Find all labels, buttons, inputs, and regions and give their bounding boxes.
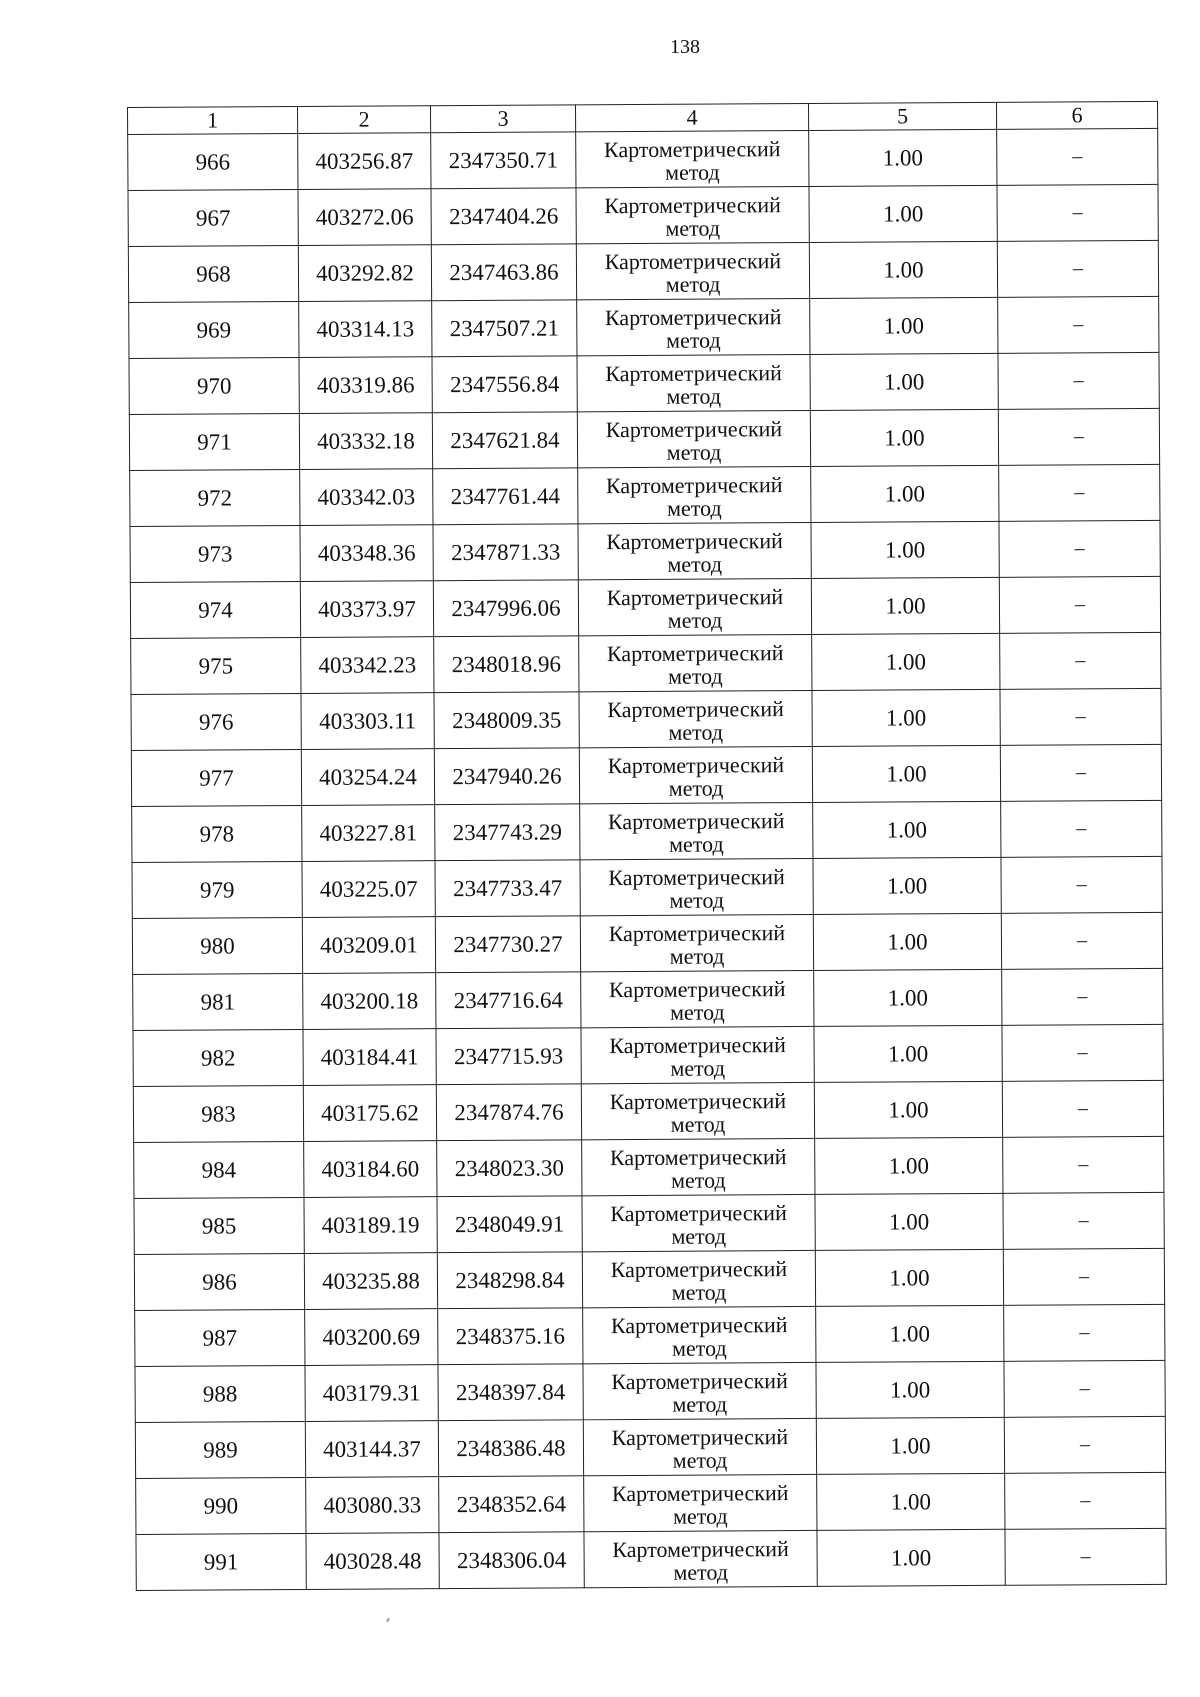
x-coordinate-cell: 403080.33 (306, 1477, 439, 1534)
precision-cell: 1.00 (814, 1081, 1002, 1138)
x-coordinate-cell: 403342.23 (301, 637, 434, 694)
y-coordinate-cell: 2347874.76 (436, 1084, 581, 1141)
y-coordinate-cell: 2347404.26 (431, 188, 576, 245)
table-row (134, 1136, 1164, 1198)
method-cell: Картометрический метод (584, 1474, 817, 1531)
y-coordinate-cell: 2348375.16 (438, 1308, 583, 1365)
table-row (130, 464, 1160, 526)
table-row (133, 1080, 1163, 1142)
method-cell: Картометрический метод (577, 410, 810, 467)
x-coordinate-cell: 403303.11 (301, 693, 434, 750)
method-cell: Картометрический метод (581, 1082, 814, 1139)
precision-cell: 1.00 (817, 1473, 1005, 1530)
precision-cell: 1.00 (809, 185, 997, 242)
point-number-cell: 981 (133, 973, 303, 1030)
point-number-cell: 987 (135, 1309, 305, 1366)
precision-cell: 1.00 (816, 1417, 1004, 1474)
point-number-cell: 973 (130, 525, 300, 582)
point-number-cell: 983 (133, 1085, 303, 1142)
point-number-cell: 989 (135, 1421, 305, 1478)
table-row (128, 128, 1158, 190)
note-cell: – (997, 184, 1158, 241)
note-cell: – (997, 128, 1158, 185)
point-number-cell: 986 (134, 1253, 304, 1310)
x-coordinate-cell: 403332.18 (299, 413, 432, 470)
point-number-cell: 967 (128, 189, 298, 246)
precision-cell: 1.00 (809, 241, 997, 298)
table-row (133, 968, 1163, 1030)
precision-cell: 1.00 (809, 129, 997, 186)
precision-cell: 1.00 (812, 633, 1000, 690)
note-cell: – (998, 296, 1159, 353)
precision-cell: 1.00 (810, 353, 998, 410)
method-cell: Картометрический метод (580, 914, 813, 971)
y-coordinate-cell: 2347996.06 (433, 580, 578, 637)
x-coordinate-cell: 403342.03 (300, 469, 433, 526)
table-row (134, 1248, 1164, 1310)
point-number-cell: 968 (128, 245, 298, 302)
table-row (135, 1304, 1165, 1366)
y-coordinate-cell: 2348018.96 (434, 636, 579, 693)
x-coordinate-cell: 403200.69 (305, 1309, 438, 1366)
coordinates-table-wrapper (127, 101, 1166, 1591)
table-row (129, 296, 1159, 358)
y-coordinate-cell: 2347507.21 (432, 300, 577, 357)
method-cell: Картометрический метод (579, 690, 812, 747)
precision-cell: 1.00 (815, 1193, 1003, 1250)
note-cell: – (1003, 1248, 1164, 1305)
point-number-cell: 970 (129, 357, 299, 414)
x-coordinate-cell: 403184.41 (303, 1029, 436, 1086)
table-body (128, 128, 1167, 1590)
x-coordinate-cell: 403225.07 (302, 861, 435, 918)
x-coordinate-cell: 403314.13 (299, 301, 432, 358)
precision-cell: 1.00 (815, 1137, 1003, 1194)
y-coordinate-cell: 2347761.44 (433, 468, 578, 525)
note-cell: – (1002, 968, 1163, 1025)
note-cell: – (999, 576, 1160, 633)
column-header-2: 2 (297, 106, 430, 134)
table-row (133, 1024, 1163, 1086)
method-cell: Картометрический метод (579, 746, 812, 803)
precision-cell: 1.00 (816, 1361, 1004, 1418)
precision-cell: 1.00 (813, 913, 1001, 970)
note-cell: – (1001, 856, 1162, 913)
point-number-cell: 991 (136, 1533, 306, 1590)
method-cell: Картометрический метод (580, 802, 813, 859)
table-row (128, 184, 1158, 246)
point-number-cell: 980 (132, 917, 302, 974)
table-row (131, 632, 1161, 694)
x-coordinate-cell: 403292.82 (298, 245, 431, 302)
column-header-3: 3 (430, 105, 575, 133)
method-cell: Картометрический метод (578, 466, 811, 523)
y-coordinate-cell: 2348023.30 (437, 1140, 582, 1197)
method-cell: Картометрический метод (583, 1418, 816, 1475)
method-cell: Картометрический метод (577, 354, 810, 411)
page-number: 138 (670, 36, 700, 58)
point-number-cell: 988 (135, 1365, 305, 1422)
method-cell: Картометрический метод (582, 1138, 815, 1195)
x-coordinate-cell: 403175.62 (303, 1085, 436, 1142)
method-cell: Картометрический метод (576, 242, 809, 299)
y-coordinate-cell: 2347350.71 (431, 132, 576, 189)
method-cell: Картометрический метод (583, 1306, 816, 1363)
point-number-cell: 982 (133, 1029, 303, 1086)
precision-cell: 1.00 (811, 521, 999, 578)
note-cell: – (997, 240, 1158, 297)
y-coordinate-cell: 2347556.84 (432, 356, 577, 413)
y-coordinate-cell: 2347743.29 (435, 804, 580, 861)
note-cell: – (1001, 800, 1162, 857)
point-number-cell: 978 (132, 805, 302, 862)
method-cell: Картометрический метод (581, 970, 814, 1027)
note-cell: – (1003, 1136, 1164, 1193)
table-row (130, 520, 1160, 582)
y-coordinate-cell: 2348298.84 (437, 1252, 582, 1309)
x-coordinate-cell: 403189.19 (304, 1197, 437, 1254)
precision-cell: 1.00 (814, 1025, 1002, 1082)
table-row (135, 1416, 1165, 1478)
table-row (130, 576, 1160, 638)
x-coordinate-cell: 403373.97 (300, 581, 433, 638)
method-cell: Картометрический метод (582, 1194, 815, 1251)
method-cell: Картометрический метод (584, 1530, 817, 1587)
table-row (135, 1360, 1165, 1422)
x-coordinate-cell: 403254.24 (301, 749, 434, 806)
method-cell: Картометрический метод (580, 858, 813, 915)
table-row (128, 240, 1158, 302)
x-coordinate-cell: 403319.86 (299, 357, 432, 414)
x-coordinate-cell: 403200.18 (303, 973, 436, 1030)
precision-cell: 1.00 (811, 465, 999, 522)
table-row (129, 352, 1159, 414)
point-number-cell: 969 (129, 301, 299, 358)
point-number-cell: 975 (131, 637, 301, 694)
y-coordinate-cell: 2347716.64 (436, 972, 581, 1029)
note-cell: – (1002, 1024, 1163, 1081)
precision-cell: 1.00 (811, 577, 999, 634)
y-coordinate-cell: 2348009.35 (434, 692, 579, 749)
precision-cell: 1.00 (812, 689, 1000, 746)
method-cell: Картометрический метод (582, 1250, 815, 1307)
y-coordinate-cell: 2348352.64 (439, 1476, 584, 1533)
note-cell: – (1000, 744, 1161, 801)
method-cell: Картометрический метод (576, 186, 809, 243)
point-number-cell: 972 (130, 469, 300, 526)
point-number-cell: 985 (134, 1197, 304, 1254)
table-row (136, 1528, 1166, 1590)
table-row (131, 744, 1161, 806)
table-row (132, 856, 1162, 918)
method-cell: Картометрический метод (578, 578, 811, 635)
note-cell: – (1005, 1528, 1166, 1585)
note-cell: – (1004, 1360, 1165, 1417)
point-number-cell: 974 (130, 581, 300, 638)
precision-cell: 1.00 (814, 969, 1002, 1026)
point-number-cell: 984 (134, 1141, 304, 1198)
table-row (132, 800, 1162, 862)
precision-cell: 1.00 (817, 1529, 1005, 1586)
table-row (129, 408, 1159, 470)
method-cell: Картометрический метод (578, 522, 811, 579)
y-coordinate-cell: 2347871.33 (433, 524, 578, 581)
precision-cell: 1.00 (813, 801, 1001, 858)
table-row (132, 912, 1162, 974)
method-cell: Картометрический метод (576, 130, 809, 187)
x-coordinate-cell: 403348.36 (300, 525, 433, 582)
method-cell: Картометрический метод (581, 1026, 814, 1083)
precision-cell: 1.00 (816, 1305, 1004, 1362)
y-coordinate-cell: 2347730.27 (435, 916, 580, 973)
method-cell: Картометрический метод (583, 1362, 816, 1419)
point-number-cell: 977 (131, 749, 301, 806)
note-cell: – (1003, 1192, 1164, 1249)
note-cell: – (999, 464, 1160, 521)
coordinates-table (127, 101, 1167, 1591)
note-cell: – (1005, 1472, 1166, 1529)
y-coordinate-cell: 2347621.84 (432, 412, 577, 469)
column-header-1: 1 (128, 106, 298, 134)
note-cell: – (1000, 688, 1161, 745)
note-cell: – (998, 352, 1159, 409)
note-cell: – (1001, 912, 1162, 969)
y-coordinate-cell: 2348049.91 (437, 1196, 582, 1253)
column-header-4: 4 (575, 103, 808, 131)
note-cell: – (1004, 1304, 1165, 1361)
scan-speck (386, 1618, 390, 1622)
point-number-cell: 976 (131, 693, 301, 750)
point-number-cell: 990 (136, 1477, 306, 1534)
precision-cell: 1.00 (810, 409, 998, 466)
column-header-5: 5 (808, 102, 996, 130)
x-coordinate-cell: 403227.81 (302, 805, 435, 862)
y-coordinate-cell: 2348306.04 (439, 1532, 584, 1589)
y-coordinate-cell: 2347940.26 (434, 748, 579, 805)
x-coordinate-cell: 403179.31 (305, 1365, 438, 1422)
x-coordinate-cell: 403144.37 (305, 1421, 438, 1478)
table-row (131, 688, 1161, 750)
precision-cell: 1.00 (810, 297, 998, 354)
point-number-cell: 979 (132, 861, 302, 918)
point-number-cell: 966 (128, 133, 298, 190)
precision-cell: 1.00 (813, 857, 1001, 914)
column-header-6: 6 (996, 101, 1157, 129)
table-row (134, 1192, 1164, 1254)
method-cell: Картометрический метод (577, 298, 810, 355)
precision-cell: 1.00 (815, 1249, 1003, 1306)
note-cell: – (1004, 1416, 1165, 1473)
y-coordinate-cell: 2348386.48 (438, 1420, 583, 1477)
y-coordinate-cell: 2348397.84 (438, 1364, 583, 1421)
y-coordinate-cell: 2347463.86 (431, 244, 576, 301)
x-coordinate-cell: 403028.48 (306, 1533, 439, 1590)
x-coordinate-cell: 403272.06 (298, 189, 431, 246)
note-cell: – (1002, 1080, 1163, 1137)
point-number-cell: 971 (129, 413, 299, 470)
x-coordinate-cell: 403209.01 (302, 917, 435, 974)
y-coordinate-cell: 2347715.93 (436, 1028, 581, 1085)
method-cell: Картометрический метод (579, 634, 812, 691)
x-coordinate-cell: 403256.87 (298, 133, 431, 190)
note-cell: – (999, 520, 1160, 577)
table-row (136, 1472, 1166, 1534)
y-coordinate-cell: 2347733.47 (435, 860, 580, 917)
note-cell: – (1000, 632, 1161, 689)
precision-cell: 1.00 (812, 745, 1000, 802)
x-coordinate-cell: 403235.88 (304, 1253, 437, 1310)
x-coordinate-cell: 403184.60 (304, 1141, 437, 1198)
note-cell: – (998, 408, 1159, 465)
